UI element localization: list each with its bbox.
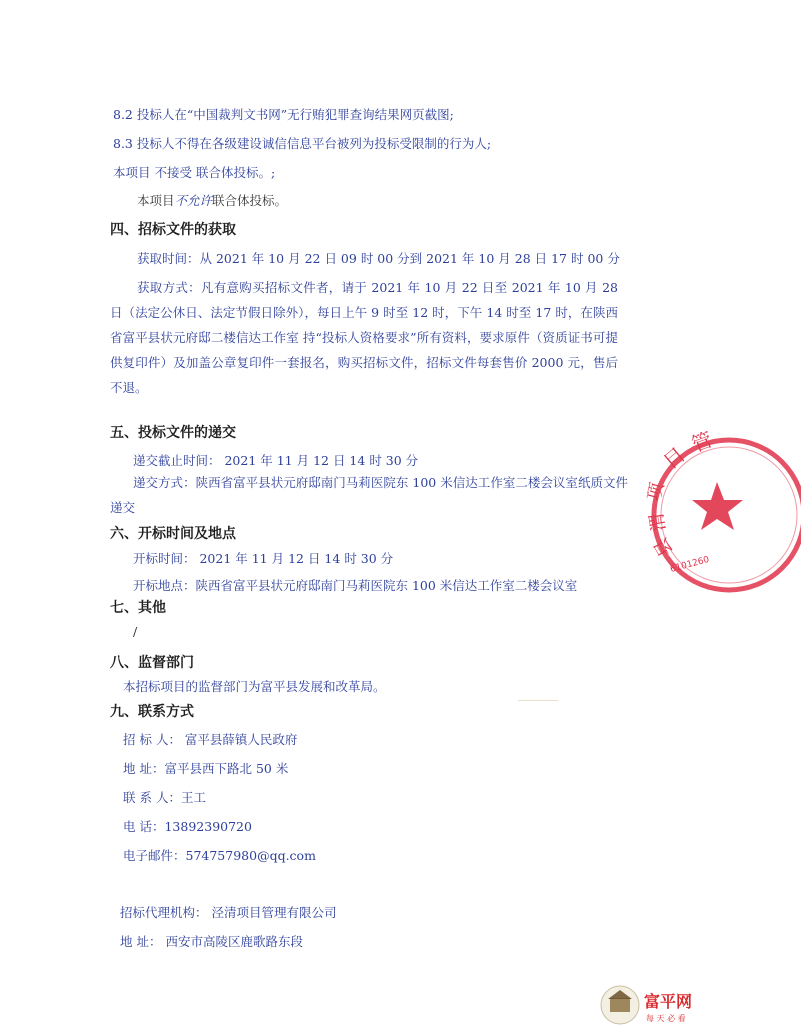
acquisition-time: 获取时间：从 2021 年 10 月 22 日 09 时 00 分到 2021 年 10 月 28 日 17 时 00 分 <box>137 251 620 266</box>
section-9-title: 九、联系方式 <box>110 704 194 720</box>
svg-text:县: 县 <box>650 533 678 560</box>
opening-time: 开标时间： 2021 年 11 月 12 日 14 时 30 分 <box>133 551 394 566</box>
section-4-title: 四、招标文件的获取 <box>110 222 236 238</box>
opening-place: 开标地点：陕西省富平县状元府邸南门马莉医院东 100 米信达工作室二楼会议室 <box>133 578 578 593</box>
submission-deadline: 递交截止时间： 2021 年 11 月 12 日 14 时 30 分 <box>133 453 419 468</box>
acquisition-method: 获取方式：凡有意购买招标文件者，请于 2021 年 10 月 22 日至 2021 年 10 月 28 日（法定公休日、法定节假日除外），每日上午 9 时至 12 时，下午 14 时至 17 时，在陕西省富平县状元府邸二楼信达工作室 持“投标人资格要求”所有资料，要求原件（资质证书可提供复印件）及加盖公章复印件一套报名，购买招标文件，招标文件每套售价 2000 元，售后不退。 <box>110 280 618 395</box>
svg-text:渭: 渭 <box>646 511 670 533</box>
site-logo <box>600 984 710 1026</box>
item-8-2: 8.2 投标人在“中国裁判文书网”无行贿犯罪查询结果网页截图; <box>113 107 454 122</box>
agency-address: 地 址： 西安市高陵区鹿歌路东段 <box>120 934 303 949</box>
submission-method: 递交方式：陕西省富平县状元府邸南门马莉医院东 100 米信达工作室二楼会议室纸质文件递交 <box>110 475 628 515</box>
joint-bid-statement <box>137 192 287 210</box>
joint-bid-note: 本项目 不接受 联合体投标。; <box>113 165 276 180</box>
svg-text:6101260: 6101260 <box>669 554 711 575</box>
joint-bid-italic: 不允许 <box>174 193 213 208</box>
contact-phone: 电 话：13892390720 <box>123 819 252 834</box>
svg-text:项: 项 <box>643 480 669 504</box>
section-5-title: 五、投标文件的递交 <box>110 425 236 441</box>
svg-text:目: 目 <box>658 442 690 474</box>
supervision-dept: 本招标项目的监督部门为富平县发展和改革局。 <box>123 679 386 694</box>
faint-mark <box>518 700 558 701</box>
agency-name: 招标代理机构： 泾清项目管理有限公司 <box>120 905 337 920</box>
section-7-content: / <box>133 624 138 639</box>
contact-tenderer: 招 标 人： 富平县薛镇人民政府 <box>123 732 298 747</box>
official-seal-stamp <box>643 427 731 600</box>
section-7-title: 七、其他 <box>110 600 166 616</box>
svg-text:管: 管 <box>688 427 716 457</box>
section-6-title: 六、开标时间及地点 <box>110 526 236 542</box>
item-8-3: 8.3 投标人不得在各级建设诚信信息平台被列为投标受限制的行为人; <box>113 136 492 151</box>
svg-text:每 天 必 看: 每 天 必 看 <box>646 1014 686 1023</box>
contact-email: 电子邮件：574757980@qq.com <box>123 848 316 863</box>
contact-address: 地 址：富平县西下路北 50 米 <box>123 761 289 776</box>
joint-bid-suffix: 联合体投标。 <box>212 193 288 208</box>
svg-text:富平网: 富平网 <box>644 992 693 1011</box>
contact-person: 联 系 人：王工 <box>123 790 206 805</box>
joint-bid-prefix: 本项目 <box>137 193 175 208</box>
section-8-title: 八、监督部门 <box>110 655 194 671</box>
